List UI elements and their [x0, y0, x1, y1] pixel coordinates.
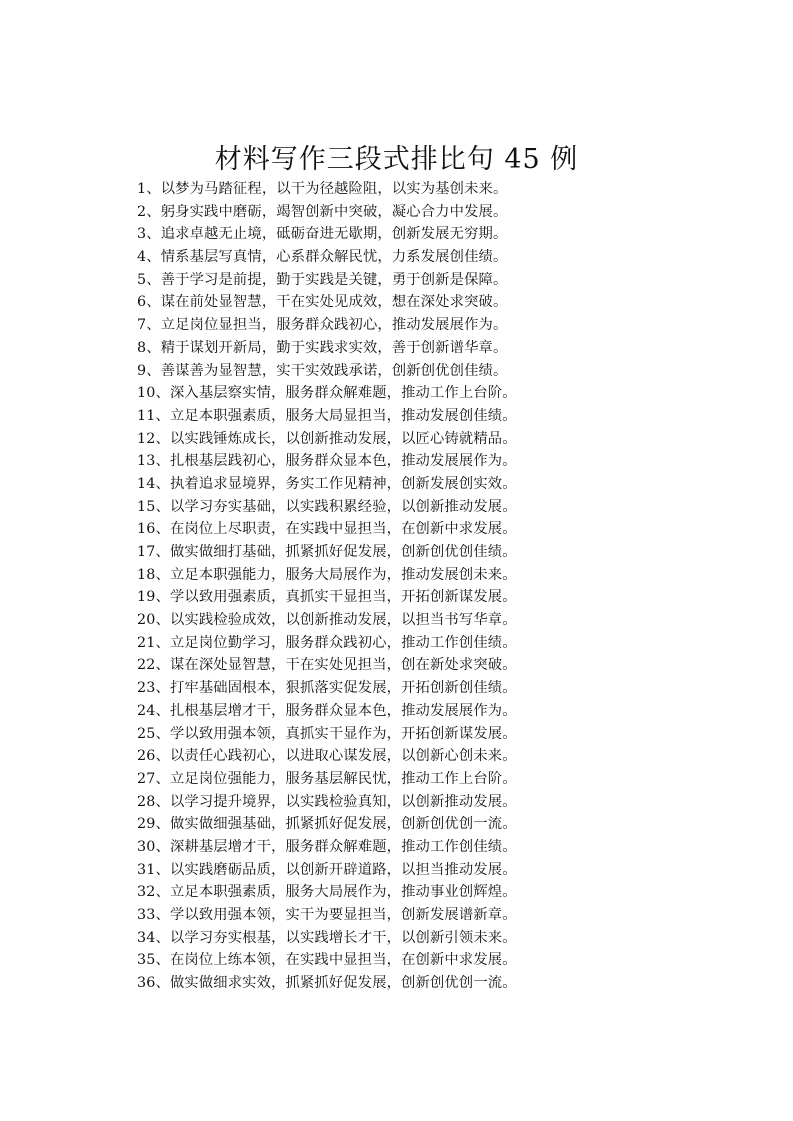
list-item: 14、执着追求显境界，务实工作见精神，创新发展创实效。	[137, 475, 517, 492]
list-item: 11、立足本职强素质，服务大局显担当，推动发展创佳绩。	[137, 407, 517, 424]
list-item: 15、以学习夯实基础，以实践积累经验，以创新推动发展。	[137, 498, 517, 515]
list-item: 26、以责任心践初心，以进取心谋发展，以创新心创未来。	[137, 748, 517, 765]
list-item: 27、立足岗位强能力，服务基层解民忧，推动工作上台阶。	[137, 770, 517, 787]
list-item: 34、以学习夯实根基，以实践增长才干，以创新引领未来。	[137, 929, 517, 946]
list-item: 31、以实践磨砺品质，以创新开辟道路，以担当推动发展。	[137, 861, 517, 878]
list-item: 22、谋在深处显智慧，干在实处见担当，创在新处求突破。	[137, 657, 517, 674]
list-item: 21、立足岗位勤学习，服务群众践初心，推动工作创佳绩。	[137, 634, 517, 651]
list-item: 10、深入基层察实情，服务群众解难题，推动工作上台阶。	[137, 385, 517, 402]
list-item: 6、谋在前处显智慧，干在实处见成效，想在深处求突破。	[137, 294, 508, 311]
list-item: 23、打牢基础固根本，狠抓落实促发展，开拓创新创佳绩。	[137, 680, 517, 697]
list-item: 7、立足岗位显担当，服务群众践初心，推动发展展作为。	[137, 317, 508, 334]
list-item: 8、精于谋划开新局，勤于实践求实效，善于创新谱华章。	[137, 339, 508, 356]
list-item: 16、在岗位上尽职责，在实践中显担当，在创新中求发展。	[137, 521, 517, 538]
list-item: 4、情系基层写真情，心系群众解民忧，力系发展创佳绩。	[137, 249, 508, 266]
list-item: 2、躬身实践中磨砺，竭智创新中突破，凝心合力中发展。	[137, 203, 508, 220]
list-item: 28、以学习提升境界，以实践检验真知，以创新推动发展。	[137, 793, 517, 810]
list-item: 1、以梦为马踏征程，以干为径越险阻，以实为基创未来。	[137, 181, 508, 197]
list-item: 3、追求卓越无止境，砥砺奋进无歇期，创新发展无穷期。	[137, 226, 508, 243]
list-item: 24、扎根基层增才干，服务群众显本色，推动发展展作为。	[137, 702, 517, 719]
list-item: 30、深耕基层增才干，服务群众解难题，推动工作创佳绩。	[137, 838, 517, 855]
list-item: 36、做实做细求实效，抓紧抓好促发展，创新创优创一流。	[137, 975, 517, 992]
list-item: 33、学以致用强本领，实干为要显担当，创新发展谱新章。	[137, 907, 517, 923]
list-item: 20、以实践检验成效，以创新推动发展，以担当书写华章。	[137, 612, 517, 629]
list-item: 19、学以致用强素质，真抓实干显担当，开拓创新谋发展。	[137, 589, 517, 606]
list-item: 18、立足本职强能力，服务大局展作为，推动发展创未来。	[137, 566, 517, 583]
list-item: 32、立足本职强素质，服务大局展作为，推动事业创辉煌。	[137, 884, 517, 901]
list-item: 9、善谋善为显智慧，实干实效践承诺，创新创优创佳绩。	[137, 362, 508, 379]
list-item: 29、做实做细强基础，抓紧抓好促发展，创新创优创一流。	[137, 816, 517, 833]
list-item: 13、扎根基层践初心，服务群众显本色，推动发展展作为。	[137, 453, 517, 470]
document-title: 材料写作三段式排比句 45 例	[214, 144, 579, 175]
list-item: 25、学以致用强本领，真抓实干显作为，开拓创新谋发展。	[137, 725, 517, 742]
list-item: 12、以实践锤炼成长，以创新推动发展，以匠心铸就精品。	[137, 430, 517, 447]
list-item: 17、做实做细打基础，抓紧抓好促发展，创新创优创佳绩。	[137, 544, 517, 560]
sentence-list	[137, 178, 517, 995]
list-item: 35、在岗位上练本领，在实践中显担当，在创新中求发展。	[137, 952, 517, 969]
list-item: 5、善于学习是前提，勤于实践是关键，勇于创新是保障。	[137, 271, 508, 288]
